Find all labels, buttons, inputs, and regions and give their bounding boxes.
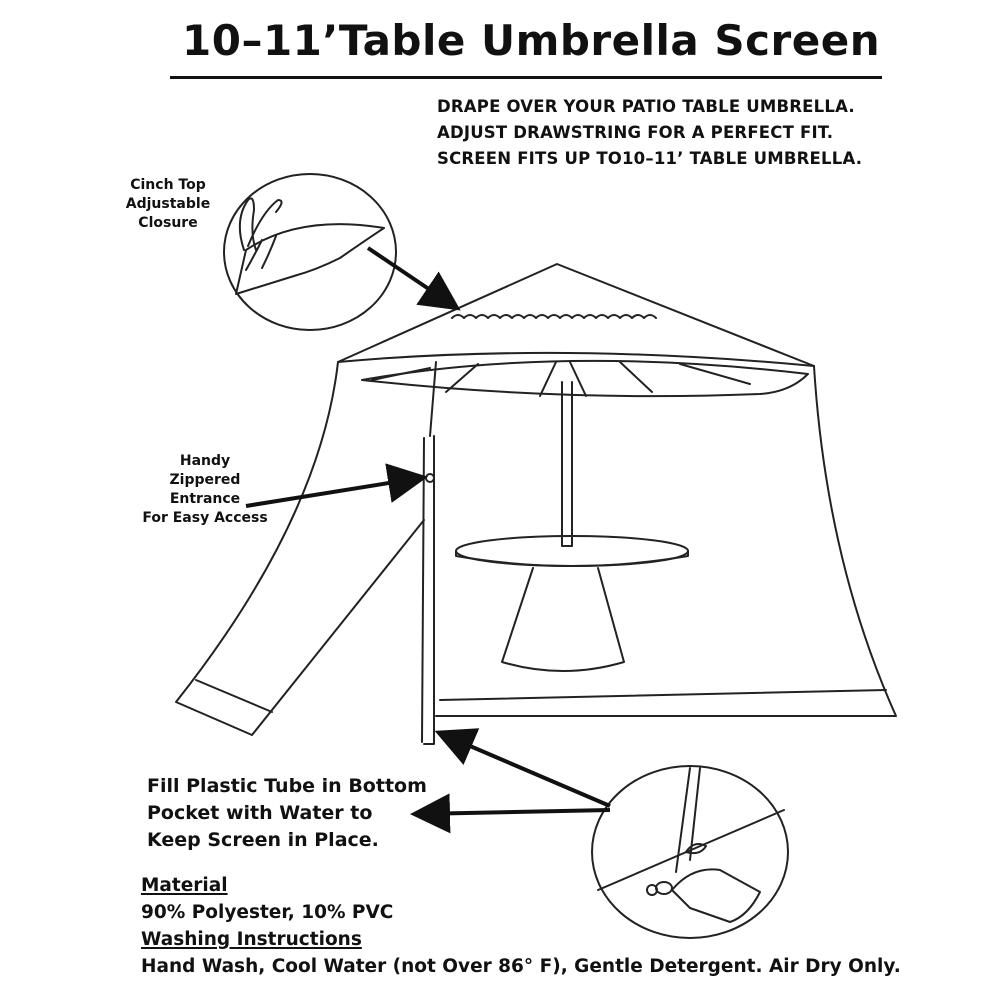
umbrella-rib-1 [372,368,430,380]
callout-zippered-entrance [130,452,280,528]
callout-fill-line-3: Keep Screen in Place. [147,829,379,851]
zipper-left-edge [422,438,424,742]
callout-fill-line-2: Pocket with Water to [147,802,373,824]
callout-fill-line-1: Fill Plastic Tube in Bottom [147,775,427,797]
callout-cinch-line-3: Closure [138,215,198,231]
screen-canopy-rim [338,353,814,366]
screen-left-wall [176,362,424,735]
zipper-pull [426,474,434,482]
cinch-detail-canopy [236,224,384,294]
umbrella-rib-5 [620,362,652,392]
title-underline [170,76,882,79]
pocket-detail-hem [598,810,784,890]
cinch-ruffle [452,315,656,318]
page-title: 10–11’Table Umbrella Screen [182,16,881,65]
callout-cinch-line-1: Cinch Top [130,177,206,193]
material-heading: Material [141,875,228,896]
intro-line-1: DRAPE OVER YOUR PATIO TABLE UMBRELLA. [437,97,855,116]
callout-zip-line-1: Handy [179,453,231,469]
pocket-detail-cap [656,882,672,894]
zipper-seam [430,362,436,436]
umbrella-canopy [362,361,808,396]
intro-line-3: SCREEN FITS UP TO10–11’ TABLE UMBRELLA. [437,149,863,168]
pocket-detail-wall [676,768,700,872]
callout-cinch-top [108,176,228,233]
callout-zip-line-2: Zippered [169,472,241,488]
intro-line-2: ADJUST DRAWSTRING FOR A PERFECT FIT. [437,123,834,142]
cinch-detail-circle [224,174,396,330]
table-top-edge [456,551,688,566]
material-value: 90% Polyester, 10% PVC [141,902,394,923]
table-base [502,568,624,671]
washing-heading: Washing Instructions [141,929,362,950]
callout-zip-line-4: For Easy Access [142,510,268,526]
arrow-fill-left [418,810,610,814]
callout-zip-line-3: Entrance [169,491,241,507]
arrow-fill-up [442,734,610,806]
screen-left-hem [196,680,272,712]
screen-right-hem [440,690,886,700]
umbrella-pole [562,382,572,546]
umbrella-rib-3 [540,362,556,396]
pocket-detail-tube [672,869,760,922]
callout-cinch-line-2: Adjustable [125,196,211,212]
washing-value: Hand Wash, Cool Water (not Over 86° F), Gentle Detergent. Air Dry Only. [141,956,901,977]
